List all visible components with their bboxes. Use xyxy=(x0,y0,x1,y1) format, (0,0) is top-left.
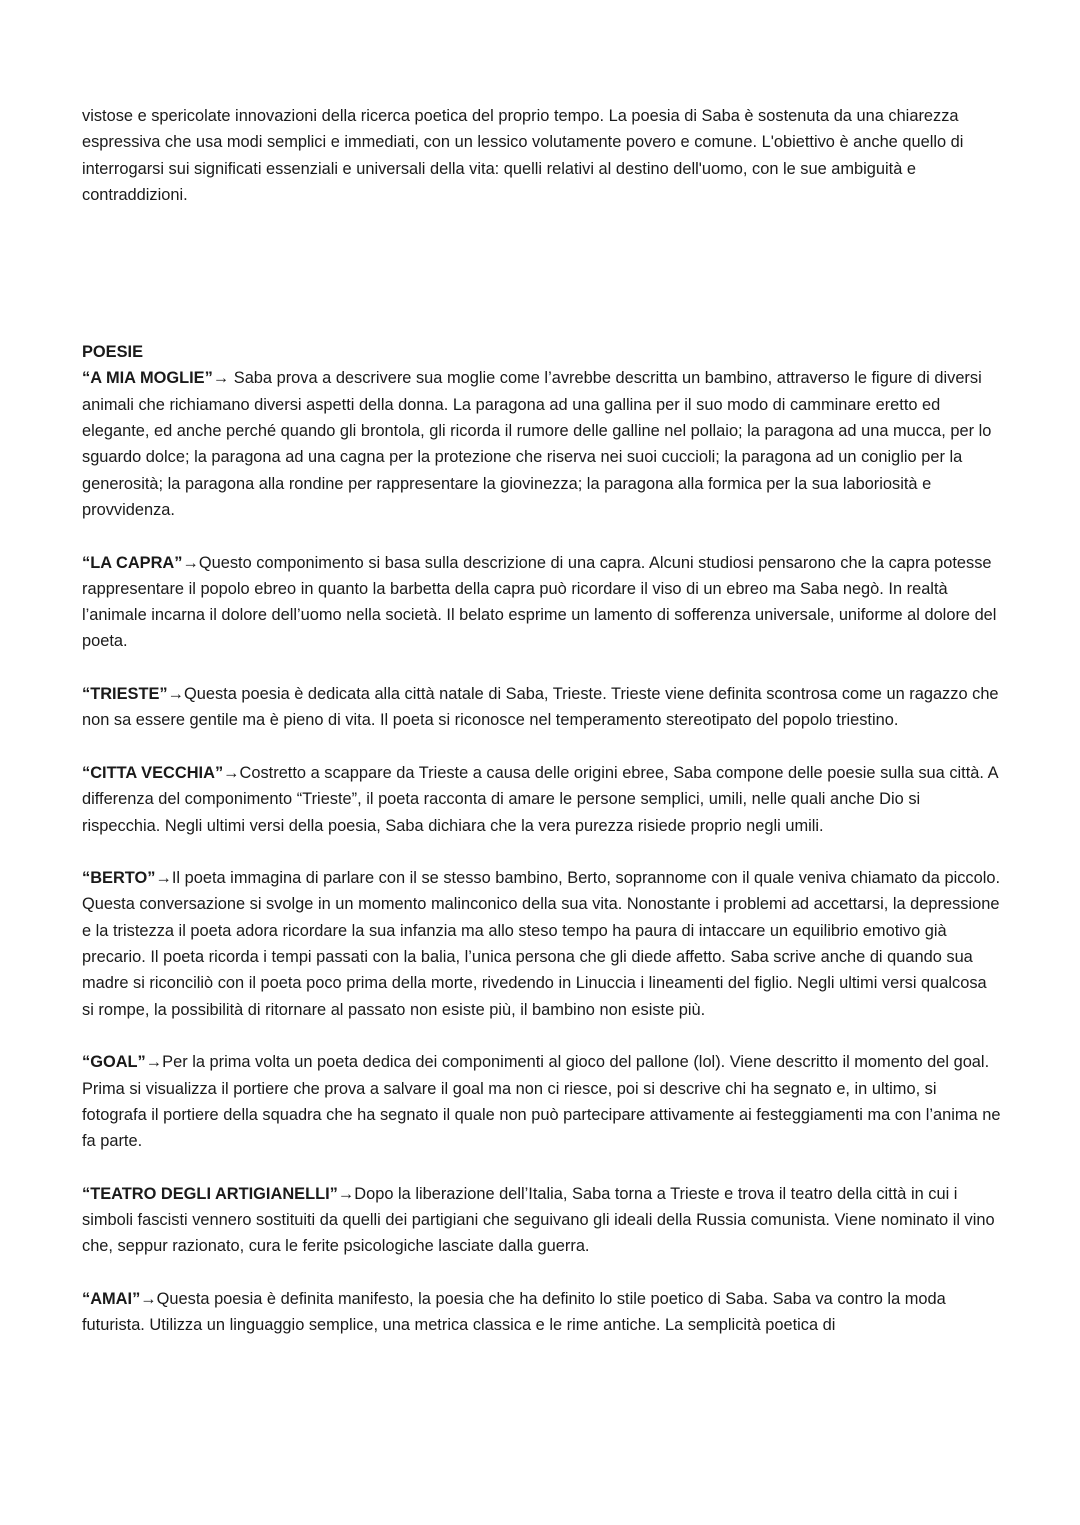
arrow-icon: → xyxy=(212,369,230,388)
poem-description: Questa poesia è dedicata alla città natale di Saba, Trieste. Trieste viene definita scontrosa come un ragazzo che non sa essere gentile ma è pieno di vita. Il poeta si riconosce nel temperamento stereotipato del popolo triestino. xyxy=(82,685,999,730)
arrow-icon: → xyxy=(140,1289,157,1308)
poem-entry xyxy=(82,1286,1002,1339)
poem-entry xyxy=(82,681,1002,734)
poem-title: “TRIESTE” xyxy=(82,685,168,704)
poem-title: “LA CAPRA” xyxy=(82,553,183,572)
poem-description: Questo componimento si basa sulla descrizione di una capra. Alcuni studiosi pensarono che la capra potesse rappresentare il popolo ebreo in quanto la barbetta della capra può ricordare il viso di un ebreo ma Saba negò. In realtà l’animale incarna il dolore dell’uomo nella società. Il belato esprime un lamento di sofferenza universale, uniforme al dolore del poeta. xyxy=(82,553,997,651)
poem-entry xyxy=(82,365,1002,523)
arrow-icon: → xyxy=(337,1184,355,1203)
poem-description: Saba prova a descrivere sua moglie come l’avrebbe descritta un bambino, attraverso le figure di diversi animali che richiamano diversi aspetti della donna. La paragona ad una gallina per il suo modo di camminare eretto ed elegante, ed anche perché quando gli brontola, gli ricorda il rumore delle galline nel pollaio; la paragona ad una mucca, per lo sguardo dolce; la paragona ad una cagna per la protezione che riserva nei suoi cuccioli; la paragona ad un coniglio per la generosità; la paragona alla rondine per rappresentare la giovinezza; la paragona alla formica per la sua laboriosità e provvidenza. xyxy=(82,369,992,519)
poem-description: Questa poesia è definita manifesto, la poesia che ha definito lo stile poetico di Saba. Saba va contro la moda futurista. Utilizza un linguaggio semplice, una metrica classica e le rime antiche. La semplicità poetica di xyxy=(82,1289,946,1335)
arrow-icon: → xyxy=(155,869,172,888)
poem-title: “AMAI” xyxy=(82,1289,141,1308)
poem-entry xyxy=(82,865,1002,1023)
arrow-icon: → xyxy=(145,1053,163,1072)
poem-description: Costretto a scappare da Trieste a causa delle origini ebree, Saba compone delle poesie sulla sua città. A differenza del componimento “Trieste”, il poeta racconta di amare le persone semplici, umili, nelle quali anche Dio si rispecchia. Negli ultimi versi della poesia, Saba dichiara che la vera purezza risiede proprio negli umili. xyxy=(82,763,998,835)
poem-title: “A MIA MOGLIE” xyxy=(82,369,213,388)
poem-entry xyxy=(82,1049,1002,1154)
poem-list xyxy=(82,365,1002,1338)
arrow-icon: → xyxy=(167,685,184,704)
poem-description: Dopo la liberazione dell’Italia, Saba torna a Trieste e trova il teatro della città in cui i simboli fascisti vennero sostituiti da quelli dei partigiani che seguivano gli ideali della Russia comunista. Viene nominato il vino che, seppur razionato, cura le ferite psicologiche lasciate dalla guerra. xyxy=(82,1184,995,1256)
arrow-icon: → xyxy=(182,553,199,572)
poem-entry xyxy=(82,1181,1002,1260)
poem-description: Per la prima volta un poeta dedica dei componimenti al gioco del pallone (lol). Viene descritto il momento del goal. Prima si visualizza il portiere che prova a salvare il goal ma non ci riesce, poi si descrive chi ha segnato e, in ultimo, si fotografa il portiere della squadra che ha segnato il quale non può partecipare attivamente ai festeggiamenti ma con l’anima ne fa parte. xyxy=(82,1053,1001,1151)
poem-description: Il poeta immagina di parlare con il se stesso bambino, Berto, soprannome con il quale veniva chiamato da piccolo. Questa conversazione si svolge in un momento malinconico della sua vita. Nonostante i problemi ad accettarsi, la depressione e la tristezza il poeta adora ricordare la sua infanzia ma allo steso tempo ha paura di intaccare un equilibrio emotivo già precario. Il poeta ricorda i tempi passati con la balia, l’unica persona che gli diede affetto. Saba scrive anche di quando sua madre si riconciliò con il poeta poco prima della morte, rivedendo in Linuccia i lineamenti del figlio. Negli ultimi versi qualcosa si rompe, la possibilità di ritornare al passato non esiste più, il bambino non esiste più. xyxy=(82,869,1001,1019)
poem-entry xyxy=(82,550,1002,655)
poem-entry xyxy=(82,760,1002,839)
poem-title: “GOAL” xyxy=(82,1053,146,1072)
arrow-icon: → xyxy=(223,763,240,782)
poem-title: “CITTA VECCHIA” xyxy=(82,763,224,782)
document-page xyxy=(82,103,1002,1365)
poem-title: “TEATRO DEGLI ARTIGIANELLI” xyxy=(82,1184,338,1203)
intro-paragraph: vistose e spericolate innovazioni della ricerca poetica del proprio tempo. La poesia di Saba è sostenuta da una chiarezza espressiva che usa modi semplici e immediati, con un lessico volutamente povero e comune. L'obiettivo è anche quello di interrogarsi sui significati essenziali e universali della vita: quelli relativi al destino dell'uomo, con le sue ambiguità e contraddizioni. xyxy=(82,107,964,204)
section-title: POESIE xyxy=(82,343,144,362)
poem-title: “BERTO” xyxy=(82,869,156,888)
